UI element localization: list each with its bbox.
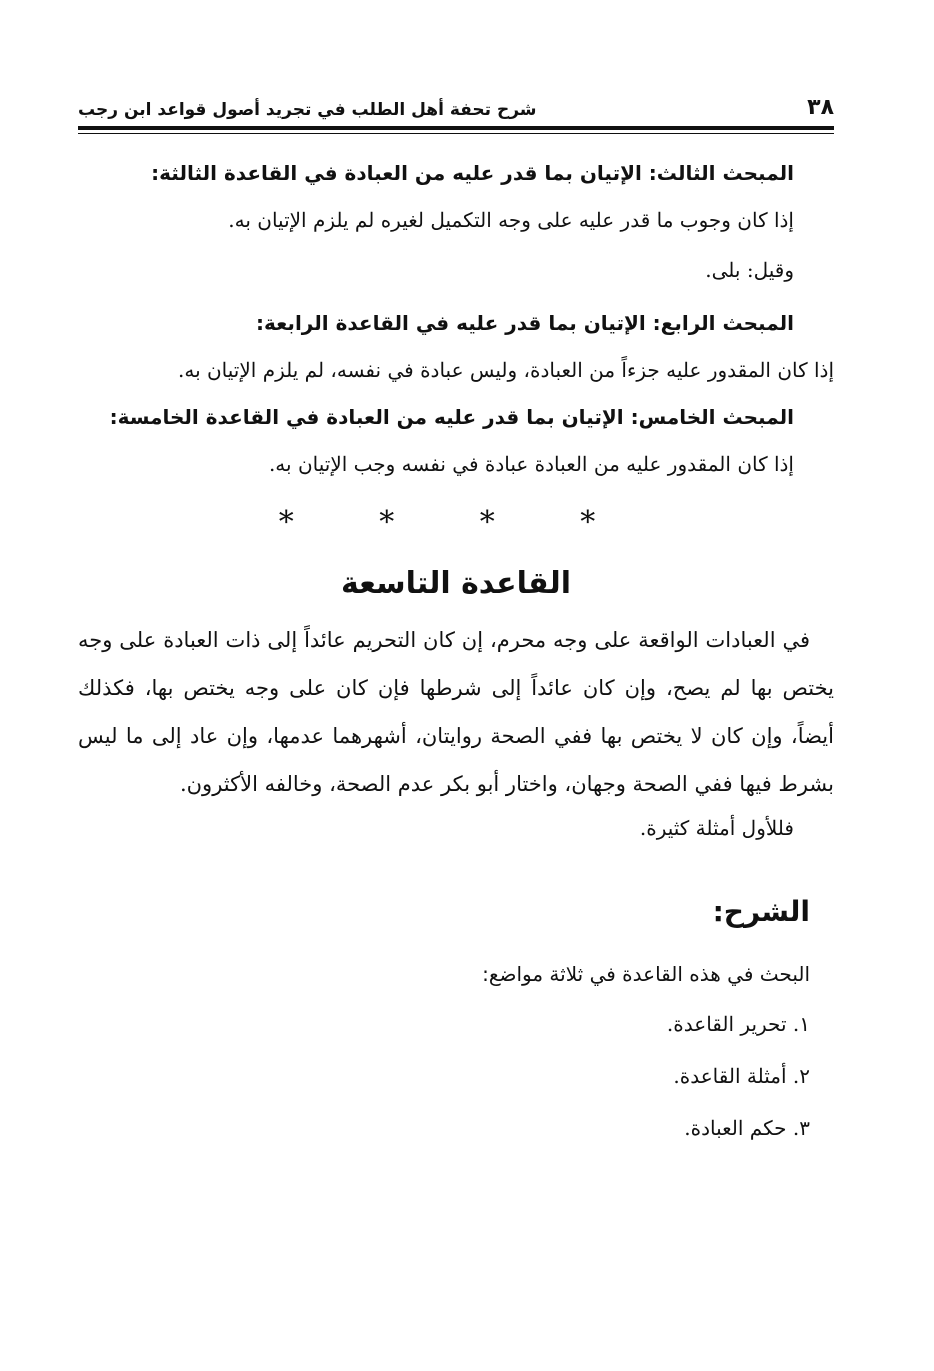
section-3-line-1: إذا كان وجوب ما قدر عليه على وجه التكميل لغيره لم يلزم الإتيان به. (228, 208, 794, 232)
page-header (78, 80, 834, 120)
section-heading-3: المبحث الثالث: الإتيان بما قدر عليه من العبادة في القاعدة الثالثة: (151, 161, 794, 185)
book-page (78, 80, 834, 1166)
section-3-line-2: وقيل: بلى. (705, 258, 794, 282)
list-item: ٣. حكم العبادة. (684, 1116, 810, 1140)
rule-title: القاعدة التاسعة (340, 566, 572, 601)
page-number: ٣٨ (807, 95, 834, 120)
running-title: شرح تحفة أهل الطلب في تجريد أصول قواعد ابن رجب (78, 100, 537, 120)
sharh-list (78, 1010, 834, 1142)
section-heading-5: المبحث الخامس: الإتيان بما قدر عليه من العبادة في القاعدة الخامسة: (109, 405, 794, 429)
list-item: ١. تحرير القاعدة. (666, 1012, 810, 1036)
section-heading-4: المبحث الرابع: الإتيان بما قدر عليه في القاعدة الرابعة: (256, 311, 794, 335)
list-item: ٢. أمثلة القاعدة. (673, 1064, 810, 1088)
rule-text: في العبادات الواقعة على وجه محرم، إن كان التحريم عائداً إلى ذات العبادة على وجه يختص بها لم يصح، وإن كان عائداً إلى شرطها فإن كان على وجه يختص بها، فكذلك أيضاً، وإن كان لا يختص بها ففي الصحة روايتان، أشهرهما عدمها، وإن عاد إلى ما ليس بشرط فيها ففي الصحة وجهان، واختار أبو بكر عدم الصحة، وخالفه الأكثرون. (78, 628, 834, 796)
sharh-intro: البحث في هذه القاعدة في ثلاثة مواضع: (482, 962, 810, 986)
rule-note: فللأول أمثلة كثيرة. (639, 816, 794, 840)
sharh-title: الشرح: (712, 895, 810, 928)
section-4-line-1: إذا كان المقدور عليه جزءاً من العبادة، وليس عبادة في نفسه، لم يلزم الإتيان به. (177, 358, 834, 382)
section-5-line-1: إذا كان المقدور عليه من العبادة عبادة في نفسه وجب الإتيان به. (268, 452, 794, 476)
separator-stars: * * * * (278, 505, 634, 540)
header-rule-thick (78, 126, 834, 130)
